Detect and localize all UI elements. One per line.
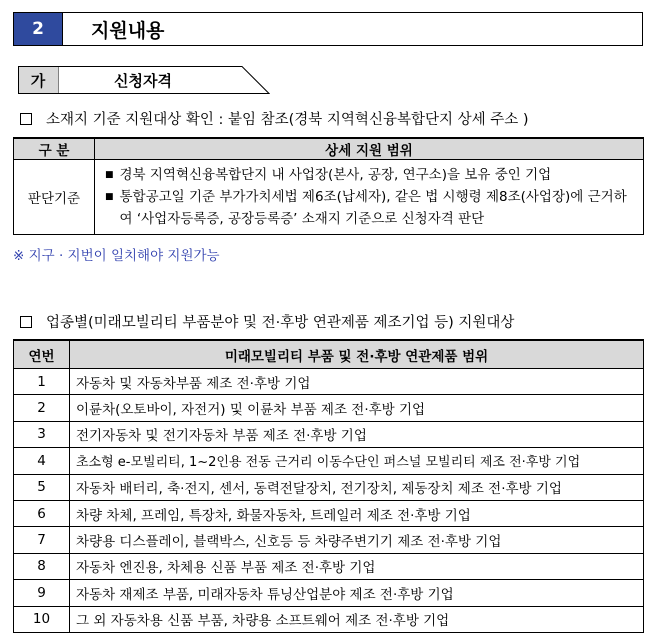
bullet-text: 경북 지역혁신융복합단지 내 사업장(본사, 공장, 연구소)을 보유 중인 기업 [119,167,552,183]
row-number: 7 [14,527,70,553]
row-description: 자동차 엔진용, 차체용 신품 부품 제조 전·후방 기업 [70,553,644,579]
criteria-body [95,160,644,235]
table-header-scope: 상세 지원 범위 [95,138,644,160]
checkbox-icon [20,113,32,125]
list-item [105,164,635,186]
row-number: 3 [14,421,70,447]
row-description: 차량 차체, 프레임, 특장차, 화물자동차, 트레일러 제조 전·후방 기업 [70,500,644,526]
row-number: 9 [14,580,70,606]
industry-heading [20,311,514,332]
table-row [14,474,644,500]
subsection-header [18,66,270,94]
checkbox-icon [20,316,32,328]
subsection-letter: 가 [30,71,46,90]
table-header-number: 연번 [14,340,70,369]
row-number: 2 [14,395,70,421]
row-description: 초소형 e-모빌리티, 1~2인용 전동 근거리 이동수단인 퍼스널 모빌리티 제조 전·후방 기업 [70,448,644,474]
row-description: 자동차 및 자동차부품 제조 전·후방 기업 [70,369,644,395]
bullet-text: 통합공고일 기준 부가가치세법 제6조(납세자), 같은 법 시행령 제8조(사업장)에 근거하여 ‘사업자등록증, 공장등록증’ 소재지 기준으로 신청자격 판단 [119,189,627,227]
row-description: 전기자동차 및 전기자동차 부품 제조 전·후방 기업 [70,421,644,447]
section-header [13,12,643,46]
row-description: 자동차 배터리, 축·전지, 센서, 동력전달장치, 전기장치, 제동장치 제조 전·후방 기업 [70,474,644,500]
section-number: 2 [14,13,63,45]
table-row [14,395,644,421]
row-description: 자동차 재제조 부품, 미래자동차 튜닝산업분야 제조 전·후방 기업 [70,580,644,606]
table-row [14,580,644,606]
table-row [14,527,644,553]
location-heading-text: 소재지 기준 지원대상 확인 : 붙임 참조(경북 지역혁신융복합단지 상세 주소 ) [46,112,529,128]
location-note: ※ 지구 · 지번이 일치해야 지원가능 [13,248,220,264]
table-row [14,606,644,632]
section-title: 지원내용 [91,19,165,42]
table-row [14,421,644,447]
table-header-range: 미래모빌리티 부품 및 전·후방 연관제품 범위 [70,340,644,369]
row-number: 5 [14,474,70,500]
location-criteria-table [13,137,644,235]
square-bullet-icon: ■ [105,170,114,180]
table-row [14,160,644,235]
row-number: 8 [14,553,70,579]
table-row [14,553,644,579]
industry-table [13,339,644,633]
industry-heading-text: 업종별(미래모빌리티 부품분야 및 전·후방 연관제품 제조기업 등) 지원대상 [46,315,515,331]
row-description: 이륜차(오토바이, 자전거) 및 이륜차 부품 제조 전·후방 기업 [70,395,644,421]
list-item [105,186,635,230]
table-row [14,369,644,395]
row-number: 6 [14,500,70,526]
criteria-label: 판단기준 [14,160,95,235]
subsection-title: 신청자격 [114,71,172,90]
table-row [14,448,644,474]
location-heading [20,108,529,129]
row-description: 그 외 자동차용 신품 부품, 차량용 소프트웨어 제조 전·후방 기업 [70,606,644,632]
table-header-category: 구 분 [14,138,95,160]
row-number: 1 [14,369,70,395]
table-row [14,500,644,526]
row-description: 차량용 디스플레이, 블랙박스, 신호등 등 차량주변기기 제조 전·후방 기업 [70,527,644,553]
square-bullet-icon: ■ [105,192,114,202]
row-number: 4 [14,448,70,474]
row-number: 10 [14,606,70,632]
